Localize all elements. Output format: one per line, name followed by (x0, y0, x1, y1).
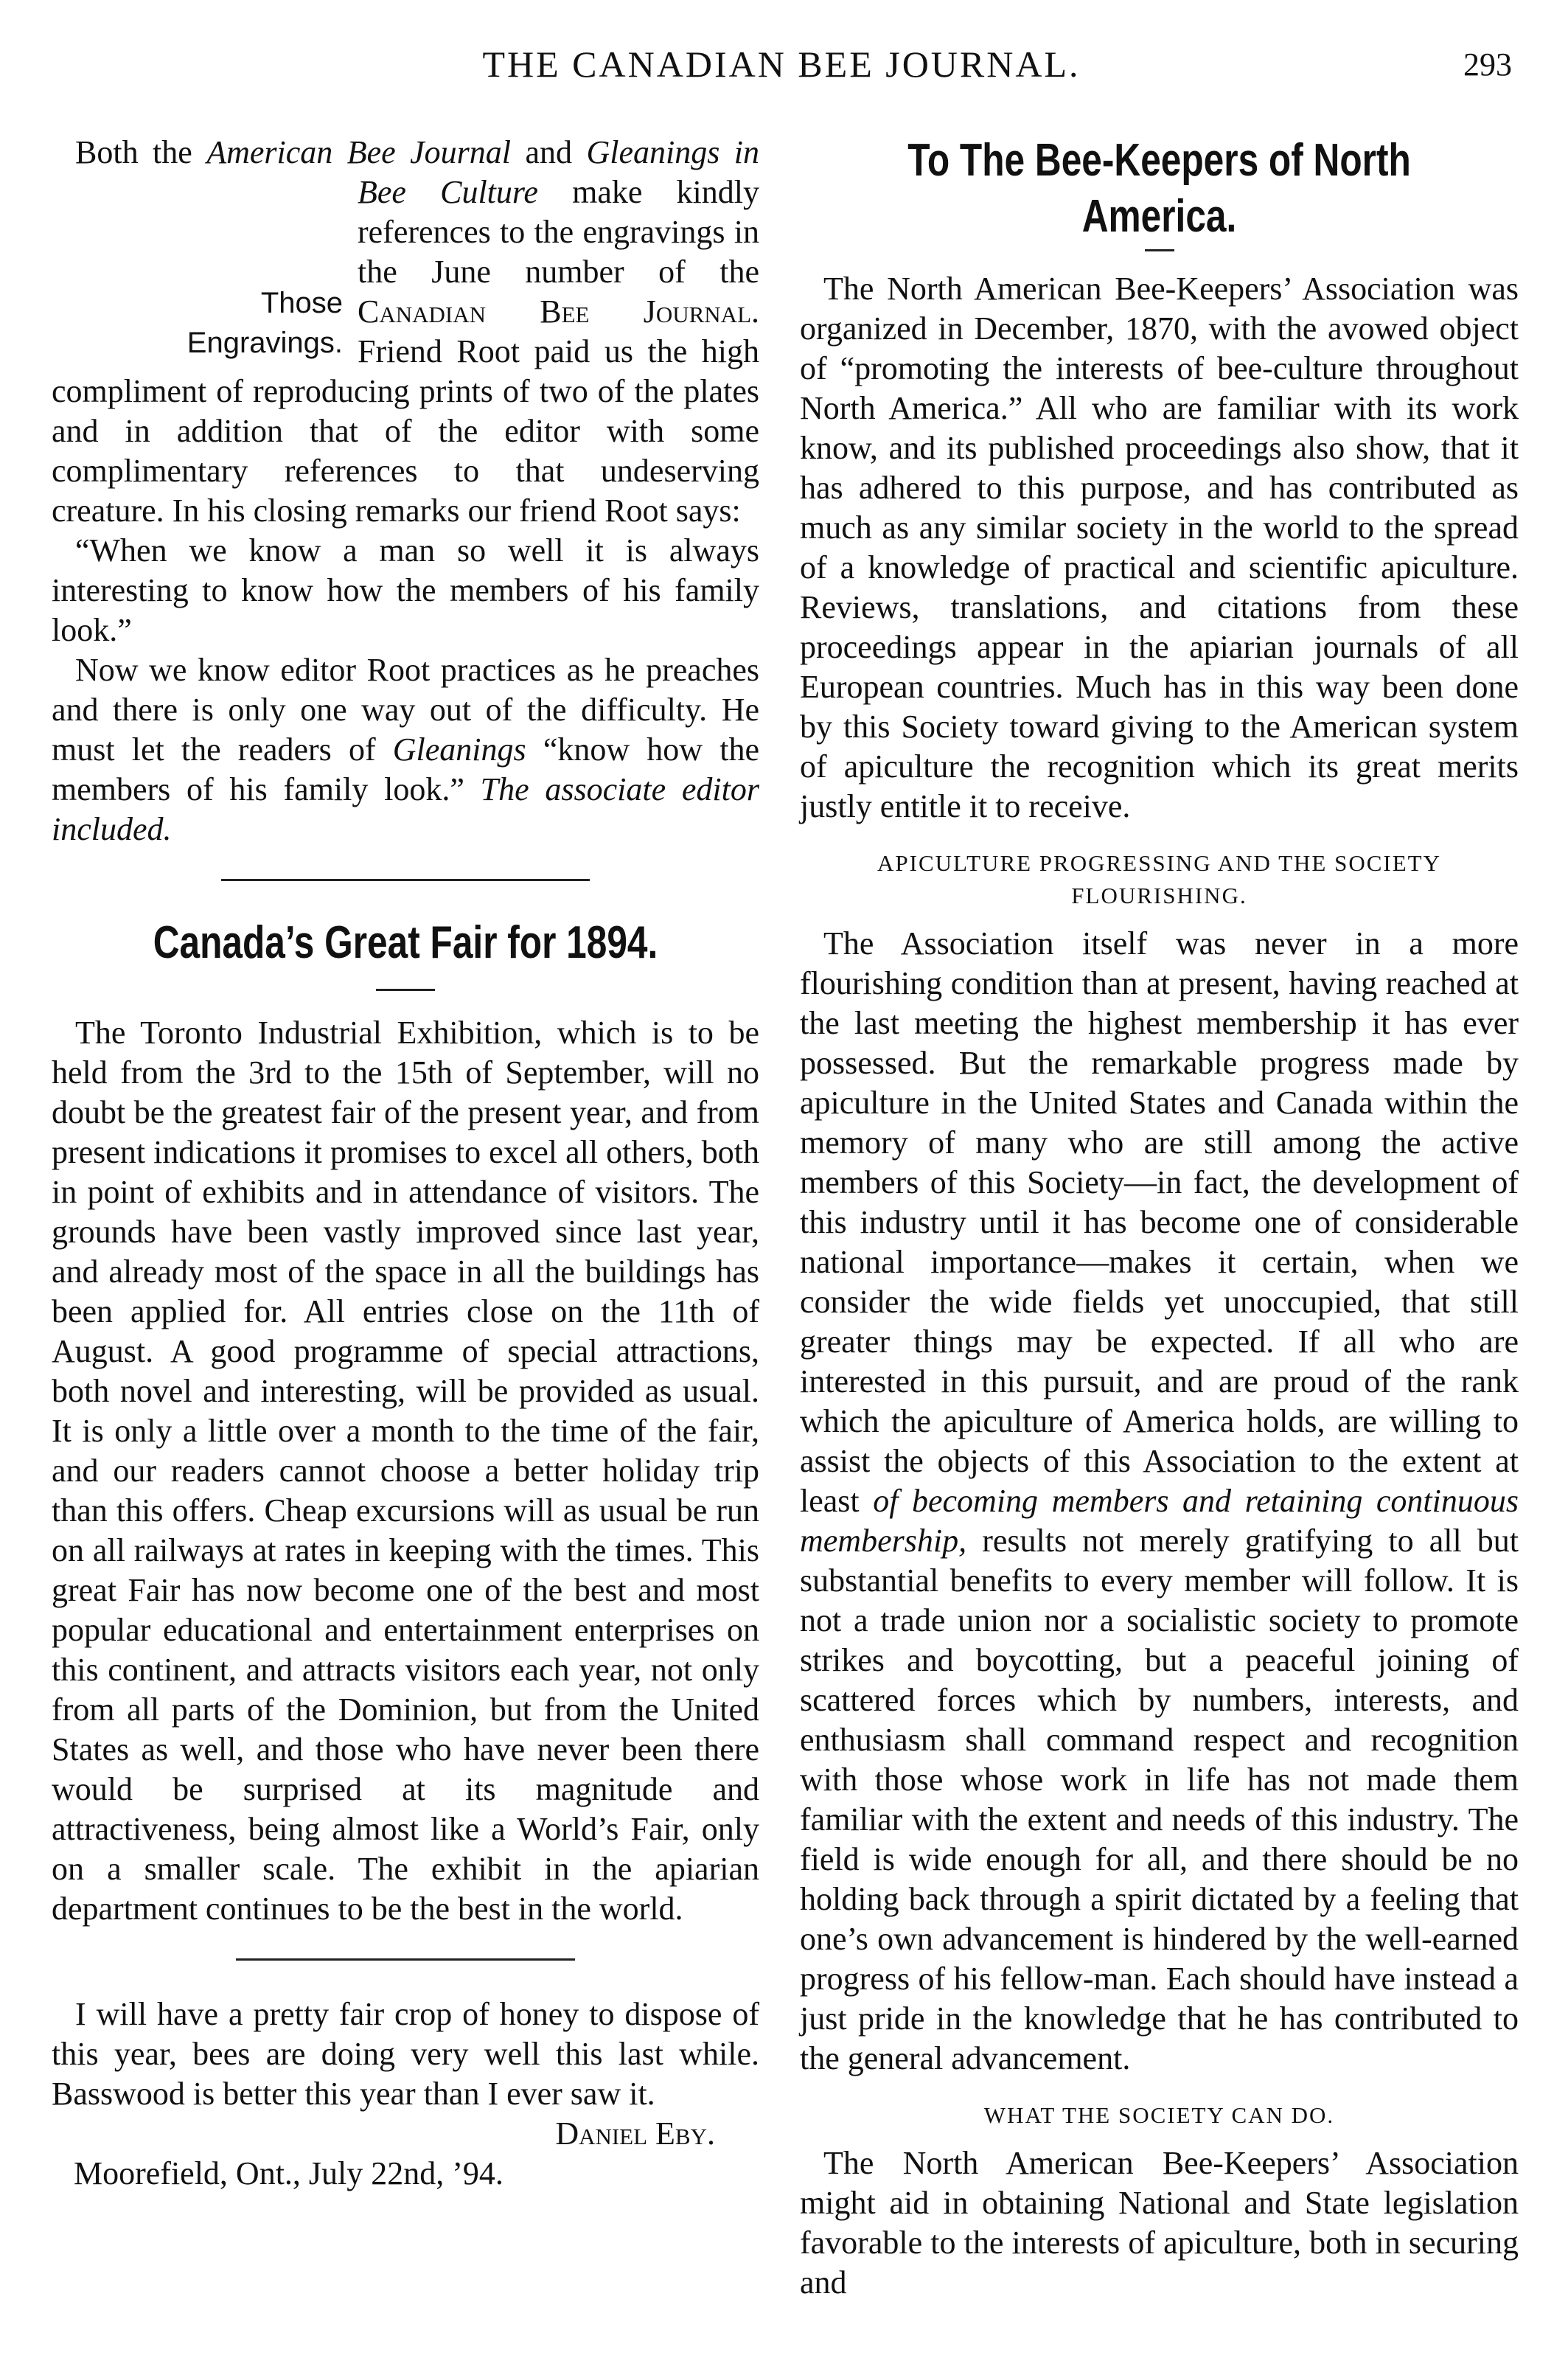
italic-aside: The associate editor included. (52, 771, 759, 847)
article-heading: Canada’s Great Fair for 1894. (153, 917, 658, 968)
letter-dateline: Moorefield, Ont., July 22nd, ’94. (74, 2155, 503, 2191)
letter-signature: Daniel Eby. (555, 2115, 715, 2152)
section-subheading: APICULTURE PROGRESSING AND THE SOCIETY FLOURISHING. (877, 850, 1441, 908)
publication-title: Gleanings in Bee Culture (358, 134, 760, 210)
letter-body: I will have a pretty fair crop of honey to dispose of this year, bees are doing very well this last while. Basswood is better this year than I ever saw it. (52, 1996, 759, 2112)
progress-paragraph: The Association itself was never in a more flourishing condition than at present, having reached at the last meeting the highest membership it has ever possessed. But the remarkable progress made by apiculture in the United States and Canada within the memory of many who are still among the active members of this Society—in fact, the development of this industry until it has become one of considerable national importance—makes it certain, when we consider the wide fields yet unoccupied, that still greater things may be expected. If all who are interested in this pursuit, and are proud of the rank which the apiculture of America holds, are willing to assist the objects of this Association to the extent at least of becoming members and retaining continuous membership, results not merely gratifying to all but substantial benefits to every member will follow. It is not a trade union nor a socialistic society to promote strikes and boycotting, but a peaceful joining of scattered forces which by numbers, interests, and enthusiasm shall command respect and recognition with those whose work in life has not made them familiar with the extent and needs of this industry. The field is wide enough for all, and there should be no holding back through a spirit dictated by a feeling that one’s own advancement is hindered by the well-earned progress of his fellow-man. Each should have instead a just pride in the knowledge that he has contributed to the general advancement. (800, 925, 1519, 2076)
quotation: “When we know a man so well it is always interesting to know how the members of his family look.” (52, 532, 759, 648)
publication-title: American Bee Journal (206, 134, 512, 170)
side-heading: Those Engravings. (187, 287, 343, 359)
section-subheading: WHAT THE SOCIETY CAN DO. (983, 2102, 1335, 2128)
publication-title: Canadian Bee Journal. (358, 293, 759, 330)
fair-article-body: The Toronto Industrial Exhibition, which is to be held from the 3rd to the 15th of September, will no doubt be the greatest fair of the present year, and from present indications it promises to excel all others, both in point of exhibits and in attendance of visitors. The grounds have been vastly improved since last year, and already most of the space in all the buildings has been applied for. All entries close on the 11th of August. A good programme of special attractions, both novel and interesting, will be provided as usual. It is only a little over a month to the time of the fair, and our readers cannot choose a better holiday trip than this offers. Cheap excursions will as usual be run on all railways at rates in keeping with the times. This great Fair has now become one of the best and most popular educational and entertainment enterprises on this continent, and attracts visitors each year, not only from all parts of the Dominion, but from the United States as well, and those who have never been there would be surprised at its magnitude and attractiveness, being almost like a World’s Fair, only on a smaller scale. The exhibit in the apiarian department continues to be the best in the world. (52, 1015, 759, 1927)
heading-rule (1145, 249, 1174, 251)
closing-paragraph: Now we know editor Root practices as he preaches and there is only one way out of the difficulty. He must let the readers of Gleanings “know how the members of his family look.” The associate editor included. (52, 652, 759, 847)
association-paragraph: The North American Bee-Keepers’ Association was organized in December, 1870, with the avowed object of “promoting the interests of bee-culture throughout North America.” All who are familiar with its work know, and its published proceedings also show, that it has adhered to this purpose, and has contributed as much as any similar society in the world to the spread of a knowledge of practical and scientific apiculture. Reviews, translations, and citations from these proceedings appear in the apiarian journals of all European countries. Much has in this way been done by this Society toward giving to the American system of apiculture the recognition which its great merits justly entitle it to receive. (800, 271, 1519, 824)
left-column (52, 133, 759, 2194)
section-divider (221, 879, 590, 881)
society-paragraph: The North American Bee-Keepers’ Association might aid in obtaining National and State legislation favorable to the interests of apiculture, both in securing and (800, 2145, 1519, 2301)
italic-emphasis: of becoming members and retaining continuous membership, (800, 1483, 1519, 1559)
section-divider (236, 1958, 575, 1961)
engravings-paragraph: Both the American Bee Journal and Gleanings in Bee Culture Those Engravings. make kindly references to the engravings in the June number of the Canadian Bee Journal. Friend Root paid us the high compliment of reproducing prints of two of the plates and in addition that of the editor with some complimentary references to that undeserving creature. In his closing remarks our friend Root says: (52, 134, 760, 529)
page-number: 293 (1463, 46, 1512, 83)
heading-rule (376, 989, 435, 991)
publication-title: Gleanings (392, 731, 526, 768)
article-heading: To The Bee-Keepers of North America. (907, 135, 1411, 242)
running-title: THE CANADIAN BEE JOURNAL. (482, 44, 1081, 85)
right-column (800, 133, 1519, 2303)
